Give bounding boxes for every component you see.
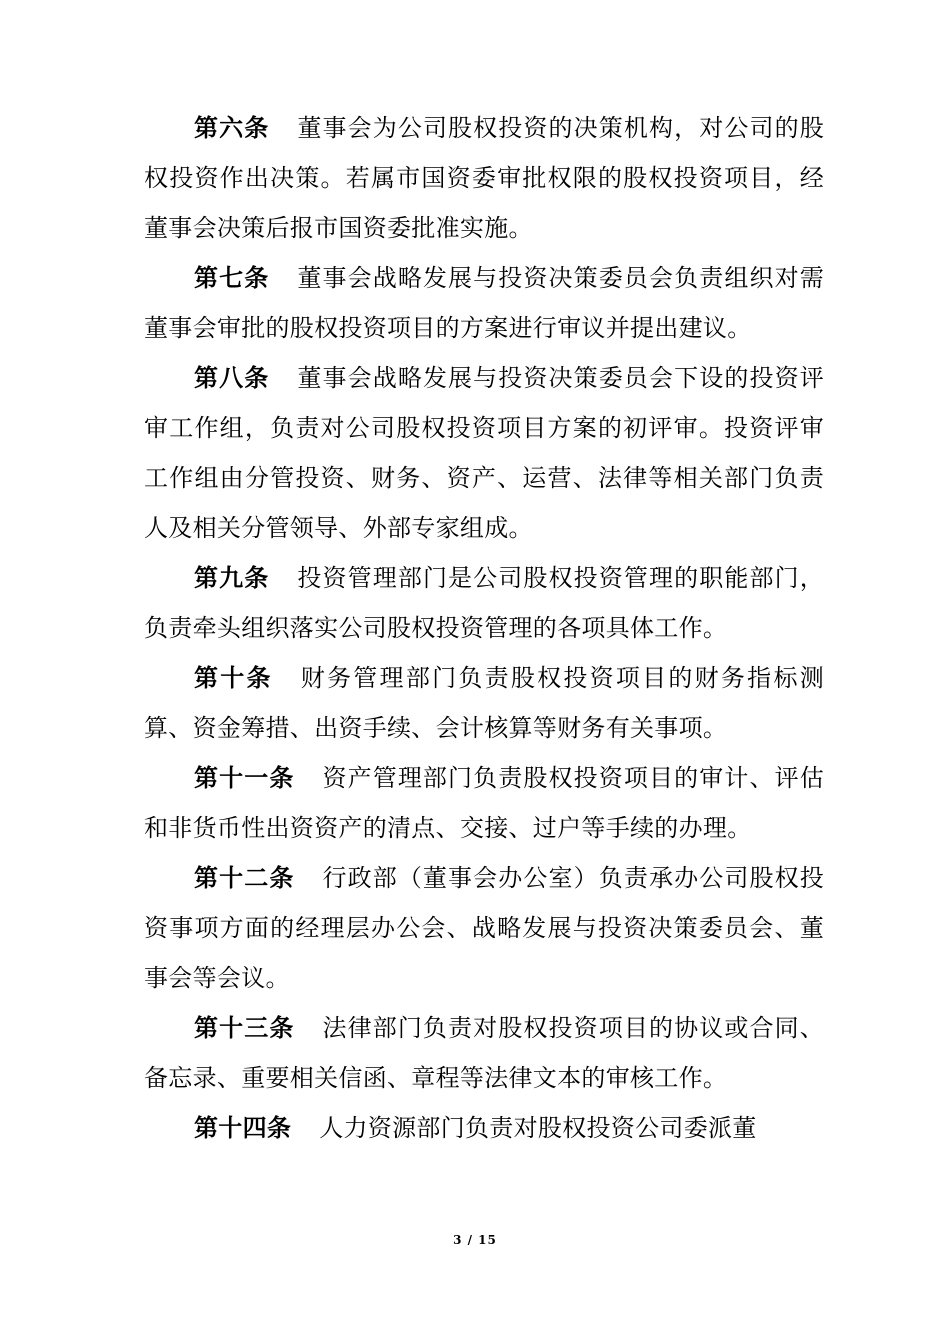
article-text: 董事会为公司股权投资的决策机构，对公司的股权投资作出决策。若属市国资委审批权限的股权投资项目，经董事会决策后报市国资委批准实施。 bbox=[144, 114, 824, 242]
article-number: 第十条 bbox=[194, 664, 273, 692]
page-number: 3 / 15 bbox=[453, 1233, 497, 1247]
article-text: 法律部门负责对股权投资项目的协议或合同、备忘录、重要相关信函、章程等法律文本的审核工作。 bbox=[144, 1014, 824, 1092]
article-8 bbox=[144, 353, 824, 553]
article-number: 第八条 bbox=[194, 364, 270, 392]
article-number: 第十一条 bbox=[194, 764, 295, 792]
article-9 bbox=[144, 553, 824, 653]
article-text: 行政部（董事会办公室）负责承办公司股权投资事项方面的经理层办公会、战略发展与投资决策委员会、董事会等会议。 bbox=[144, 864, 824, 992]
article-12 bbox=[144, 853, 824, 1003]
article-text: 投资管理部门是公司股权投资管理的职能部门，负责牵头组织落实公司股权投资管理的各项具体工作。 bbox=[144, 564, 824, 642]
article-text: 财务管理部门负责股权投资项目的财务指标测算、资金筹措、出资手续、会计核算等财务有关事项。 bbox=[144, 664, 824, 742]
article-number: 第十三条 bbox=[194, 1014, 295, 1042]
article-number: 第九条 bbox=[194, 564, 270, 592]
article-11 bbox=[144, 753, 824, 853]
article-number: 第十二条 bbox=[194, 864, 295, 892]
article-number: 第七条 bbox=[194, 264, 270, 292]
article-13 bbox=[144, 1003, 824, 1103]
article-text: 人力资源部门负责对股权投资公司委派董 bbox=[319, 1114, 757, 1142]
article-text: 董事会战略发展与投资决策委员会负责组织对需董事会审批的股权投资项目的方案进行审议并提出建议。 bbox=[144, 264, 824, 342]
article-number: 第十四条 bbox=[194, 1114, 292, 1142]
document-body bbox=[144, 103, 824, 1153]
article-text: 资产管理部门负责股权投资项目的审计、评估和非货币性出资资产的清点、交接、过户等手续的办理。 bbox=[144, 764, 824, 842]
article-10 bbox=[144, 653, 824, 753]
article-text: 董事会战略发展与投资决策委员会下设的投资评审工作组，负责对公司股权投资项目方案的初评审。投资评审工作组由分管投资、财务、资产、运营、法律等相关部门负责人及相关分管领导、外部专家组成。 bbox=[144, 364, 824, 542]
article-14 bbox=[144, 1103, 824, 1153]
article-7 bbox=[144, 253, 824, 353]
article-6 bbox=[144, 103, 824, 253]
article-number: 第六条 bbox=[194, 114, 270, 142]
